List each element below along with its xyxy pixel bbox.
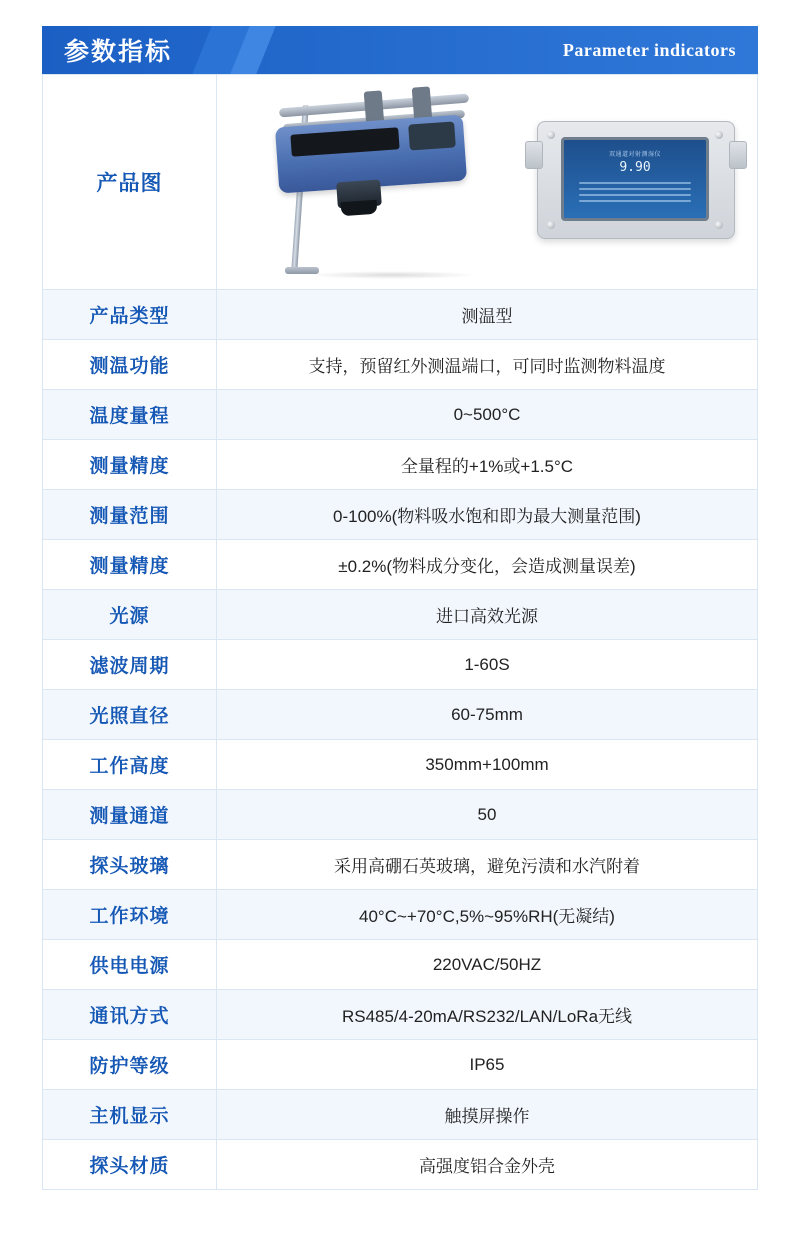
- row-label: 光照直径: [43, 690, 217, 740]
- row-value: 1-60S: [217, 640, 758, 690]
- row-label: 测量精度: [43, 540, 217, 590]
- section-header: [42, 26, 758, 74]
- table-row: [43, 440, 758, 490]
- row-value: ±0.2%(物料成分变化，会造成测量误差): [217, 540, 758, 590]
- product-figure: [217, 75, 757, 289]
- row-label: 测量精度: [43, 440, 217, 490]
- row-label: 工作环境: [43, 890, 217, 940]
- sensor-lens-ring: [341, 200, 378, 216]
- row-label: 产品图: [43, 75, 217, 290]
- row-value: 220VAC/50HZ: [217, 940, 758, 990]
- table-row: [43, 75, 758, 290]
- table-row: [43, 390, 758, 440]
- table-row: [43, 1140, 758, 1190]
- row-value: 0~500°C: [217, 390, 758, 440]
- table-row: [43, 890, 758, 940]
- row-label: 防护等级: [43, 1040, 217, 1090]
- row-label: 通讯方式: [43, 990, 217, 1040]
- product-image-cell: [217, 75, 758, 290]
- spec-table: [42, 74, 758, 1190]
- row-value: RS485/4-20mA/RS232/LAN/LoRa无线: [217, 990, 758, 1040]
- row-label: 主机显示: [43, 1090, 217, 1140]
- controller-display: [561, 137, 709, 221]
- row-label: 探头材质: [43, 1140, 217, 1190]
- table-row: [43, 290, 758, 340]
- table-row: [43, 1090, 758, 1140]
- row-label: 探头玻璃: [43, 840, 217, 890]
- display-title: 双通道对射测湿仪: [608, 152, 661, 158]
- row-label: 测温功能: [43, 340, 217, 390]
- table-row: [43, 740, 758, 790]
- figure-shadow: [307, 271, 477, 279]
- row-value: 测温型: [217, 290, 758, 340]
- table-row: [43, 340, 758, 390]
- table-row: [43, 590, 758, 640]
- row-value: 采用高硼石英玻璃，避免污渍和水汽附着: [217, 840, 758, 890]
- row-label: 工作高度: [43, 740, 217, 790]
- sensor-mount-foot: [285, 267, 319, 274]
- row-label: 测量通道: [43, 790, 217, 840]
- row-value: IP65: [217, 1040, 758, 1090]
- row-label: 光源: [43, 590, 217, 640]
- controller-lug-right: [729, 141, 747, 169]
- row-value: 全量程的+1%或+1.5°C: [217, 440, 758, 490]
- page-title-cn: 参数指标: [64, 38, 173, 66]
- row-value: 60-75mm: [217, 690, 758, 740]
- table-row: [43, 690, 758, 740]
- row-label: 温度量程: [43, 390, 217, 440]
- table-row: [43, 490, 758, 540]
- row-value: 高强度铝合金外壳: [217, 1140, 758, 1190]
- controller-screw-tl: [547, 131, 555, 139]
- controller-lug-left: [525, 141, 543, 169]
- table-row: [43, 640, 758, 690]
- row-value: 50: [217, 790, 758, 840]
- spec-table-body: [43, 75, 758, 1190]
- table-row: [43, 540, 758, 590]
- table-row: [43, 1040, 758, 1090]
- table-row: [43, 840, 758, 890]
- controller-screw-tr: [715, 131, 723, 139]
- row-label: 产品类型: [43, 290, 217, 340]
- sensor-window-side: [408, 121, 456, 150]
- row-label: 滤波周期: [43, 640, 217, 690]
- table-row: [43, 940, 758, 990]
- row-value: 0-100%(物料吸水饱和即为最大测量范围): [217, 490, 758, 540]
- table-row: [43, 790, 758, 840]
- row-value: 进口高效光源: [217, 590, 758, 640]
- controller-screw-bl: [547, 221, 555, 229]
- page-title-en: Parameter indicators: [562, 39, 736, 60]
- row-label: 测量范围: [43, 490, 217, 540]
- display-value: 9.90: [619, 160, 651, 175]
- display-bars: [579, 182, 691, 202]
- row-value: 触摸屏操作: [217, 1090, 758, 1140]
- row-value: 350mm+100mm: [217, 740, 758, 790]
- controller-screw-br: [715, 221, 723, 229]
- row-value: 支持，预留红外测温端口，可同时监测物料温度: [217, 340, 758, 390]
- table-row: [43, 990, 758, 1040]
- row-value: 40°C~+70°C,5%~95%RH(无凝结): [217, 890, 758, 940]
- row-label: 供电电源: [43, 940, 217, 990]
